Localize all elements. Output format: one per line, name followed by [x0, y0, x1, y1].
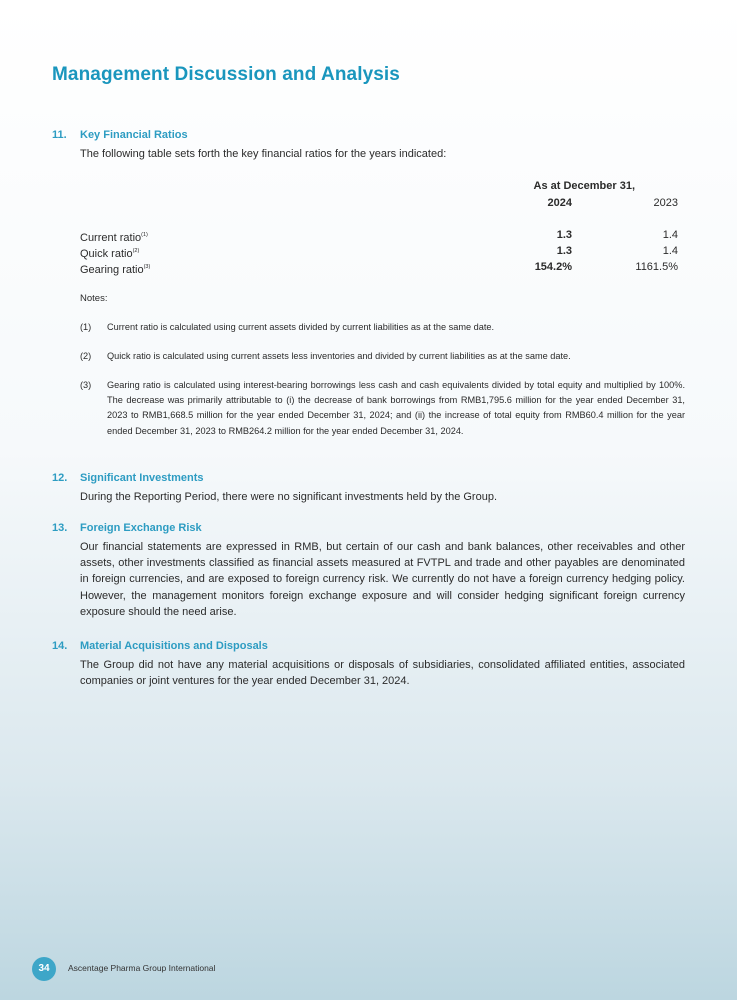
- row-label: Gearing ratio$^{(3)}$: [80, 264, 151, 276]
- section-heading-text: Significant Investments: [80, 472, 204, 484]
- section-number: 13.: [52, 522, 68, 534]
- note-marker: (1): [80, 322, 92, 332]
- column-header-2023: 2023: [653, 197, 678, 209]
- section-body: During the Reporting Period, there were no significant investments held by the Group.: [80, 491, 498, 503]
- section-foreign-exchange-risk: [52, 521, 685, 620]
- section-key-financial-ratios: [52, 128, 685, 162]
- section-body: Our financial statements are expressed in RMB, but certain of our cash and bank balances, other receivables and other assets, other investments classified as financial assets measured at FVTPL and trade and other payables are denominated in foreign currencies, and are exposed to foreign currency risk. We currently do not have a foreign currency hedging policy. However, the management monitors foreign exchange exposure and will consider hedging significant foreign currency exposure should the need arise.: [80, 541, 685, 618]
- table-row: [80, 244, 678, 259]
- section-material-acquisitions: [52, 639, 685, 689]
- note-text: Current ratio is calculated using current assets divided by current liabilities as at the same date.: [107, 322, 495, 332]
- note-text: Gearing ratio is calculated using interest-bearing borrowings less cash and cash equivalents divided by total equity and multiplied by 100%. The decrease was primarily attributable to (i) the decrease of bank borrowings from RMB1,795.6 million for the year ended December 31, 2023 to RMB1,668.5 million for the year ended December 31, 2024; and (ii) the increase of total equity from RMB60.4 million for the year ended December 31, 2023 to RMB264.2 million for the year ended December 31, 2024.: [107, 380, 685, 436]
- section-heading: [52, 471, 685, 486]
- row-label: Quick ratio$^{(2)}$: [80, 248, 140, 260]
- section-number: 14.: [52, 640, 68, 652]
- section-body: The Group did not have any material acquisitions or disposals of subsidiaries, consolidated affiliated entities, associated companies or joint ventures for the year ended December 31, 2024.: [80, 659, 685, 688]
- table-group-header: As at December 31,: [533, 180, 635, 192]
- value-2023: 1.4: [662, 229, 678, 241]
- section-heading-text: Material Acquisitions and Disposals: [80, 640, 268, 652]
- value-2024: 1.3: [556, 245, 572, 257]
- section-heading-text: Key Financial Ratios: [80, 129, 188, 141]
- section-heading: [52, 639, 685, 654]
- footer-company-name: Ascentage Pharma Group International: [68, 963, 216, 973]
- section-heading: [52, 128, 685, 143]
- column-header-2024: 2024: [547, 197, 572, 209]
- note-marker: (2): [80, 351, 92, 361]
- table-row: [80, 228, 678, 243]
- table-row: [80, 260, 678, 275]
- section-number: 12.: [52, 472, 68, 484]
- page-number-badge: 34: [32, 957, 56, 981]
- value-2023: 1.4: [662, 245, 678, 257]
- note-text: Quick ratio is calculated using current assets less inventories and divided by current liabilities as at the same date.: [107, 351, 571, 361]
- note-item: [80, 378, 685, 439]
- section-body: The following table sets forth the key financial ratios for the years indicated:: [80, 148, 447, 160]
- value-2024: 154.2%: [534, 261, 572, 273]
- note-item: [80, 320, 685, 335]
- page-title: Management Discussion and Analysis: [52, 64, 400, 85]
- section-heading: [52, 521, 685, 536]
- section-significant-investments: [52, 471, 685, 505]
- note-item: [80, 349, 685, 364]
- section-number: 11.: [52, 129, 67, 141]
- value-2023: 1161.5%: [635, 261, 678, 273]
- section-heading-text: Foreign Exchange Risk: [80, 522, 202, 534]
- value-2024: 1.3: [556, 229, 572, 241]
- notes-label: Notes:: [80, 293, 108, 304]
- note-marker: (3): [80, 380, 92, 390]
- row-label: Current ratio$^{(1)}$: [80, 232, 148, 244]
